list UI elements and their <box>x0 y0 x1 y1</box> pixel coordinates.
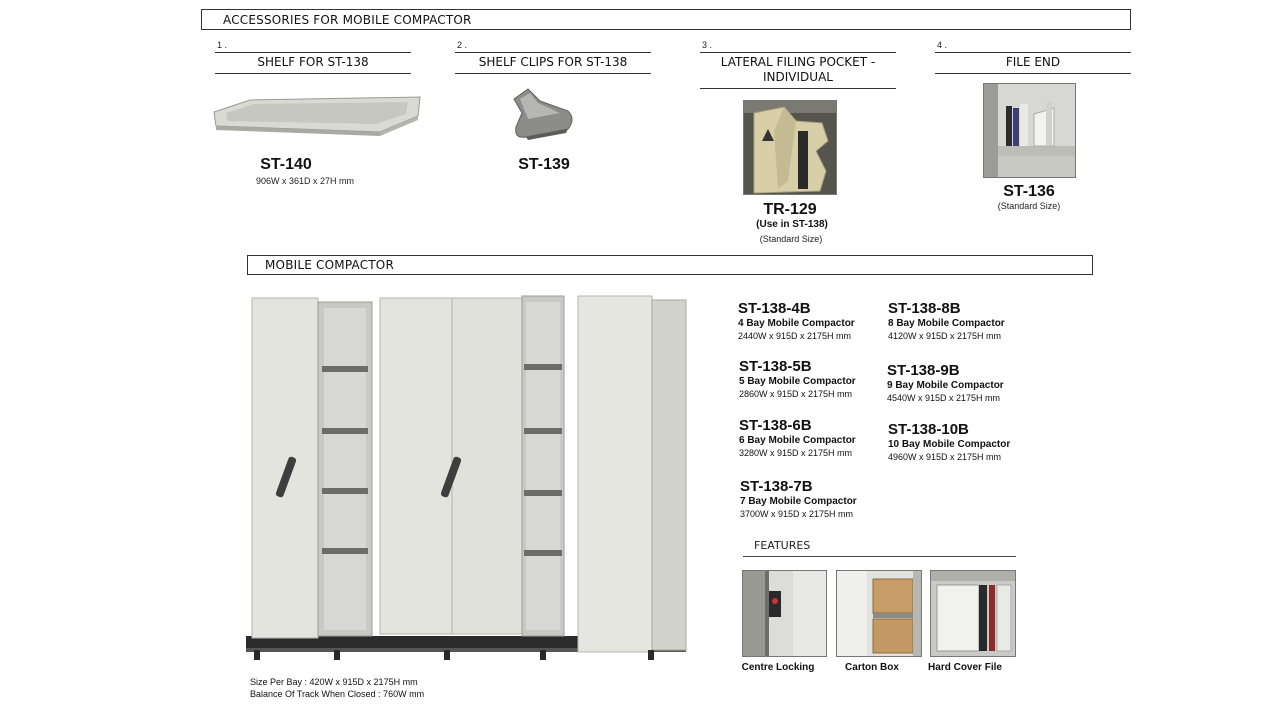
model-code: ST-138-9B <box>887 362 960 379</box>
carton-box-image <box>837 571 922 657</box>
model-item <box>740 478 857 520</box>
accessory-title: SHELF FOR ST-138 <box>215 52 411 74</box>
accessory-title: SHELF CLIPS FOR ST-138 <box>455 52 651 74</box>
accessory-title <box>700 52 896 89</box>
accessories-header-text: ACCESSORIES FOR MOBILE COMPACTOR <box>223 12 472 27</box>
model-code: ST-138-6B <box>739 417 812 434</box>
model-code: ST-138-5B <box>739 358 812 375</box>
feature-photo-hard-cover-file <box>930 570 1016 657</box>
accessory-title-line2: INDIVIDUAL <box>763 70 833 84</box>
feature-caption: Centre Locking <box>741 662 815 673</box>
model-dimensions: 4540W x 915D x 2175H mm <box>887 393 1001 403</box>
shelf-image <box>210 94 425 140</box>
feature-caption: Carton Box <box>845 662 899 673</box>
mobile-compactor-header-text: MOBILE COMPACTOR <box>265 258 394 272</box>
accessory-code: ST-140 <box>260 156 312 173</box>
filing-pocket-photo <box>743 100 837 195</box>
model-item <box>739 358 856 400</box>
model-name: 7 Bay Mobile Compactor <box>740 496 857 507</box>
model-item <box>739 417 856 459</box>
accessories-header <box>201 9 1131 30</box>
model-name: 8 Bay Mobile Compactor <box>888 318 1005 329</box>
feature-photo-centre-locking <box>742 570 827 657</box>
accessory-note: (Use in ST-138) <box>756 219 828 230</box>
file-end-photo <box>983 83 1076 178</box>
centre-locking-image <box>743 571 827 657</box>
accessory-item-shelf-clips <box>455 40 651 74</box>
accessory-item-file-end <box>935 40 1131 74</box>
model-name: 5 Bay Mobile Compactor <box>739 376 856 387</box>
feature-photo-carton-box <box>836 570 922 657</box>
accessory-size: (Standard Size) <box>759 234 823 244</box>
model-dimensions: 4120W x 915D x 2175H mm <box>888 331 1002 341</box>
model-dimensions: 3700W x 915D x 2175H mm <box>740 509 854 519</box>
accessory-number: 1 . <box>217 40 228 50</box>
accessory-number: 3 . <box>702 40 713 50</box>
accessory-code: TR-129 <box>763 201 817 218</box>
mobile-compactor-header <box>247 255 1093 275</box>
hard-cover-file-image <box>931 571 1016 657</box>
size-per-bay: Size Per Bay : 420W x 915D x 2175H mm <box>250 677 418 687</box>
model-name: 4 Bay Mobile Compactor <box>738 318 855 329</box>
file-end-image <box>984 84 1076 178</box>
mobile-compactor-image <box>244 292 690 670</box>
filing-pocket-image <box>744 101 837 195</box>
model-name: 6 Bay Mobile Compactor <box>739 435 856 446</box>
model-item <box>888 421 1010 463</box>
model-code: ST-138-4B <box>738 300 811 317</box>
accessory-number: 2 . <box>457 40 468 50</box>
accessory-size: (Standard Size) <box>997 201 1061 211</box>
model-dimensions: 2440W x 915D x 2175H mm <box>738 331 852 341</box>
model-dimensions: 2860W x 915D x 2175H mm <box>739 389 853 399</box>
model-dimensions: 4960W x 915D x 2175H mm <box>888 452 1002 462</box>
accessory-item-lateral-filing-pocket <box>700 40 896 89</box>
accessory-code: ST-136 <box>1003 183 1055 200</box>
model-item <box>888 300 1005 342</box>
track-balance: Balance Of Track When Closed : 760W mm <box>250 689 425 699</box>
accessory-item-shelf <box>215 40 411 74</box>
shelf-clip-image <box>506 85 578 141</box>
accessory-code: ST-139 <box>518 156 570 173</box>
model-dimensions: 3280W x 915D x 2175H mm <box>739 448 853 458</box>
model-name: 9 Bay Mobile Compactor <box>887 380 1004 391</box>
accessory-title-line1: LATERAL FILING POCKET - <box>720 55 876 69</box>
accessory-title: FILE END <box>935 52 1131 74</box>
model-name: 10 Bay Mobile Compactor <box>888 439 1011 450</box>
feature-caption: Hard Cover File <box>928 662 1002 673</box>
model-code: ST-138-8B <box>888 300 961 317</box>
accessory-dimensions: 906W x 361D x 27H mm <box>255 176 355 186</box>
accessory-number: 4 . <box>937 40 948 50</box>
model-code: ST-138-7B <box>740 478 813 495</box>
model-code: ST-138-10B <box>888 421 969 438</box>
model-item <box>887 362 1004 404</box>
model-item <box>738 300 855 342</box>
features-label: FEATURES <box>743 539 1016 557</box>
